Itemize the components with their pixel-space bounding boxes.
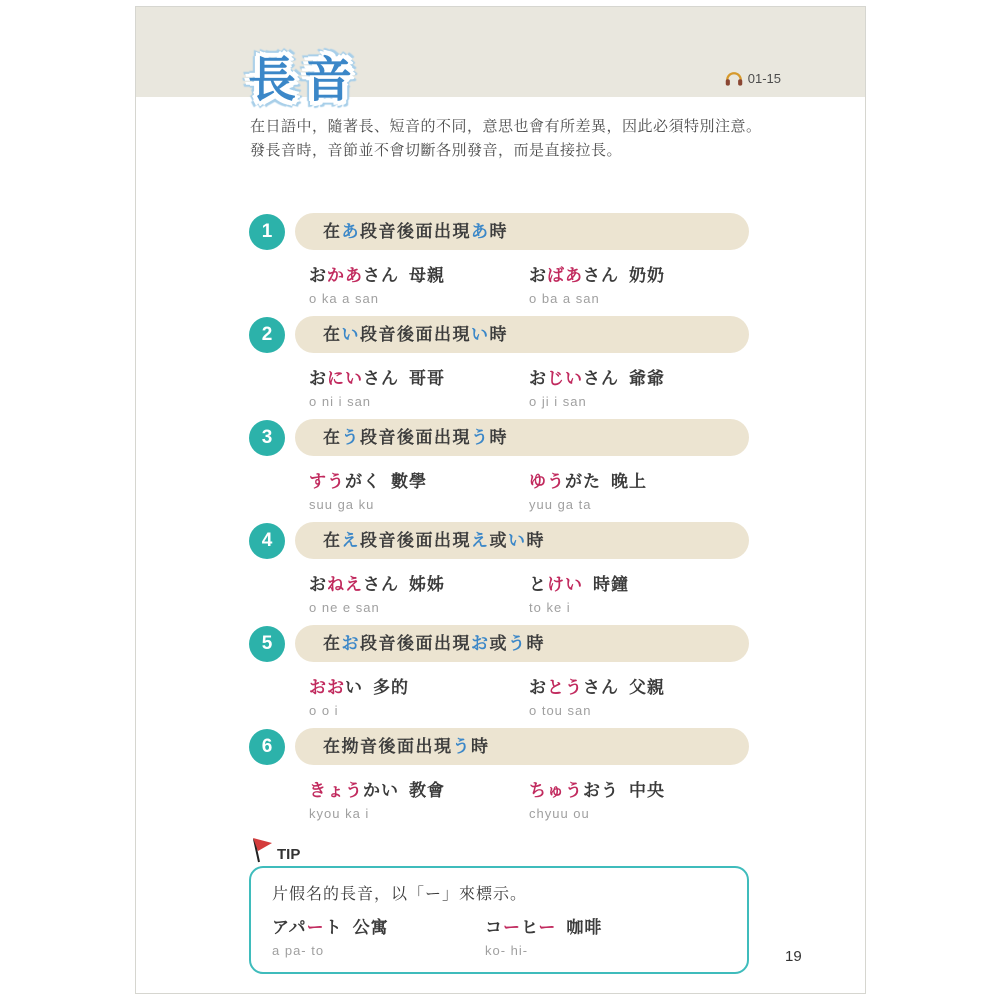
rule-section: [249, 213, 749, 306]
text-segment-black: お: [529, 369, 547, 388]
vocab-line: [309, 676, 529, 699]
text-segment-black: い: [345, 678, 363, 697]
section-number-badge: 1: [249, 214, 285, 250]
section-title-bar: [295, 419, 749, 456]
rule-section: [249, 728, 749, 821]
vocab-romaji: o ji i san: [529, 394, 587, 409]
text-segment-black: お: [529, 678, 547, 697]
vocab-romaji: suu ga ku: [309, 497, 375, 512]
audio-track-indicator: [725, 71, 781, 86]
text-segment-black: お: [309, 369, 327, 388]
section-title-bar: [295, 728, 749, 765]
vocab-example: [309, 573, 529, 615]
text-segment-blue: う: [471, 428, 490, 447]
vocab-word: [309, 781, 399, 800]
section-header: [249, 419, 749, 456]
vocab-example: [309, 264, 529, 306]
text-segment-black: 在: [323, 531, 342, 550]
text-segment-red: じい: [547, 369, 583, 388]
text-segment-black: 在拗音後面出現: [323, 737, 453, 756]
text-segment-black: 段音後面出現: [360, 531, 471, 550]
vocab-example: [309, 779, 529, 821]
vocab-line: [529, 676, 749, 699]
text-segment-black: 或: [489, 634, 508, 653]
page-number: 19: [785, 948, 802, 965]
text-segment-red: すう: [309, 472, 345, 491]
tip-block: [249, 837, 749, 974]
text-segment-black: ヒ: [521, 918, 539, 937]
text-segment-black: 時: [471, 737, 490, 756]
text-segment-black: 或: [489, 531, 508, 550]
text-segment-red: にい: [327, 369, 363, 388]
text-segment-black: ト: [324, 918, 343, 937]
intro-paragraph: [250, 115, 762, 163]
vocab-line: [529, 470, 749, 493]
text-segment-red: ー: [306, 918, 325, 937]
text-segment-black: アパ: [272, 918, 307, 937]
text-segment-black: と: [529, 575, 547, 594]
section-number-badge: 3: [249, 420, 285, 456]
vocab-meaning: 咖啡: [566, 918, 603, 937]
vocab-romaji: o ka a san: [309, 291, 379, 306]
text-segment-black: がた: [565, 472, 601, 491]
vocab-example: [529, 367, 749, 409]
text-segment-red: ちゅう: [529, 781, 583, 800]
text-segment-red: ばあ: [547, 266, 583, 285]
vocab-line: [309, 573, 529, 596]
text-segment-black: 在: [323, 428, 342, 447]
vocab-example: [309, 367, 529, 409]
section-header: [249, 625, 749, 662]
text-segment-black: 在: [323, 325, 342, 344]
text-segment-black: 段音後面出現: [360, 428, 471, 447]
tip-box: [249, 866, 749, 974]
text-segment-black: 在: [323, 222, 342, 241]
vocab-line: [309, 470, 529, 493]
book-page: [135, 6, 866, 994]
vocab-example: [485, 916, 698, 958]
text-segment-black: 在: [323, 634, 342, 653]
vocab-line: [309, 367, 529, 390]
vocab-example: [529, 676, 749, 718]
text-segment-black: 時: [526, 531, 545, 550]
text-segment-blue: い: [341, 325, 360, 344]
text-segment-black: お: [309, 575, 327, 594]
text-segment-black: 時: [526, 634, 545, 653]
text-segment-black: さん: [363, 266, 399, 285]
vocab-romaji: o tou san: [529, 703, 592, 718]
vocab-meaning: 晚上: [611, 472, 647, 491]
vocab-example: [529, 264, 749, 306]
section-title-bar: [295, 625, 749, 662]
vocab-word: [529, 369, 619, 388]
vocab-romaji: o ba a san: [529, 291, 600, 306]
vocab-romaji: to ke i: [529, 600, 571, 615]
text-segment-blue: あ: [341, 222, 360, 241]
tip-header: [249, 837, 749, 863]
text-segment-red: ー: [503, 918, 521, 937]
tip-label: TIP: [277, 846, 301, 863]
text-segment-black: さん: [583, 369, 619, 388]
text-segment-black: さん: [363, 575, 399, 594]
text-segment-black: さん: [363, 369, 399, 388]
section-header: [249, 213, 749, 250]
section-number-badge: 4: [249, 523, 285, 559]
text-segment-black: さん: [583, 678, 619, 697]
vocab-word: [529, 266, 619, 285]
vocab-meaning: 哥哥: [409, 369, 445, 388]
vocab-romaji: a pa- to: [272, 943, 325, 958]
vocab-word: [309, 472, 381, 491]
vocab-meaning: 姊姊: [409, 575, 445, 594]
example-row: [309, 367, 749, 409]
vocab-line: [529, 573, 749, 596]
text-segment-red: ゆう: [529, 472, 565, 491]
vocab-meaning: 奶奶: [629, 266, 665, 285]
vocab-example: [309, 470, 529, 512]
text-segment-red: とう: [547, 678, 583, 697]
vocab-word: [485, 918, 556, 937]
vocab-meaning: 公寓: [352, 918, 389, 937]
example-row: [309, 676, 749, 718]
text-segment-blue: お: [341, 634, 360, 653]
text-segment-red: かあ: [327, 266, 363, 285]
text-segment-black: 時: [489, 222, 508, 241]
vocab-line: [309, 264, 529, 287]
vocab-meaning: 母親: [409, 266, 445, 285]
section-header: [249, 728, 749, 765]
example-row: [309, 264, 749, 306]
intro-line-2: 發長音時，音節並不會切斷各別發音，而是直接拉長。: [250, 142, 623, 159]
vocab-line: [272, 916, 485, 939]
section-header: [249, 316, 749, 353]
vocab-word: [529, 678, 619, 697]
vocab-line: [529, 779, 749, 802]
vocab-example: [529, 779, 749, 821]
vocab-meaning: 數學: [391, 472, 427, 491]
vocab-word: [309, 678, 363, 697]
tip-text: 片假名的長音，以「ー」來標示。: [272, 886, 528, 903]
text-segment-black: 時: [489, 428, 508, 447]
text-segment-black: コ: [485, 918, 503, 937]
intro-line-1: 在日語中，隨著長、短音的不同，意思也會有所差異，因此必須特別注意。: [250, 118, 762, 135]
example-row: [309, 779, 749, 821]
vocab-line: [309, 779, 529, 802]
text-segment-blue: あ: [471, 222, 490, 241]
text-segment-black: お: [529, 266, 547, 285]
section-title-bar: [295, 522, 749, 559]
vocab-romaji: o ni i san: [309, 394, 372, 409]
section-number-badge: 5: [249, 626, 285, 662]
example-row: [309, 573, 749, 615]
text-segment-blue: い: [471, 325, 490, 344]
text-segment-red: おお: [309, 678, 345, 697]
flag-icon: [249, 836, 273, 863]
rule-sections: [249, 213, 749, 974]
text-segment-black: 段音後面出現: [360, 325, 471, 344]
vocab-example: [309, 676, 529, 718]
rule-section: [249, 316, 749, 409]
text-segment-red: きょう: [309, 781, 363, 800]
vocab-meaning: 爺爺: [629, 369, 665, 388]
vocab-romaji: kyou ka i: [309, 806, 370, 821]
vocab-romaji: o o i: [309, 703, 339, 718]
section-title-bar: [295, 316, 749, 353]
vocab-example: [529, 573, 749, 615]
section-number-badge: 2: [249, 317, 285, 353]
text-segment-blue: い: [508, 531, 527, 550]
text-segment-blue: う: [508, 634, 527, 653]
vocab-romaji: o ne e san: [309, 600, 380, 615]
text-segment-blue: う: [452, 737, 471, 756]
vocab-line: [529, 264, 749, 287]
tip-example-row: [272, 916, 727, 958]
text-segment-blue: お: [471, 634, 490, 653]
vocab-meaning: 時鐘: [593, 575, 629, 594]
vocab-word: [529, 472, 601, 491]
section-title-bar: [295, 213, 749, 250]
vocab-word: [309, 266, 399, 285]
text-segment-blue: え: [471, 531, 490, 550]
audio-track-number: 01-15: [747, 71, 781, 86]
text-segment-black: 段音後面出現: [360, 634, 471, 653]
text-segment-black: お: [309, 266, 327, 285]
section-header: [249, 522, 749, 559]
text-segment-blue: え: [341, 531, 360, 550]
vocab-word: [272, 918, 343, 937]
vocab-romaji: chyuu ou: [529, 806, 590, 821]
vocab-line: [485, 916, 698, 939]
vocab-meaning: 多的: [373, 678, 409, 697]
vocab-line: [529, 367, 749, 390]
rule-section: [249, 419, 749, 512]
rule-section: [249, 522, 749, 615]
vocab-romaji: ko- hi-: [485, 943, 529, 958]
vocab-word: [309, 575, 399, 594]
text-segment-black: がく: [345, 472, 381, 491]
vocab-example: [272, 916, 485, 958]
text-segment-red: ー: [538, 918, 557, 937]
text-segment-blue: う: [341, 428, 360, 447]
vocab-meaning: 教會: [409, 781, 445, 800]
vocab-meaning: 父親: [629, 678, 665, 697]
rule-section: [249, 625, 749, 718]
text-segment-red: ねえ: [327, 575, 363, 594]
text-segment-black: おう: [583, 781, 619, 800]
vocab-example: [529, 470, 749, 512]
headphones-icon: [725, 71, 743, 86]
text-segment-black: 段音後面出現: [360, 222, 471, 241]
page-title: 長音: [248, 54, 361, 107]
vocab-word: [309, 369, 399, 388]
vocab-romaji: yuu ga ta: [529, 497, 592, 512]
text-segment-black: かい: [363, 781, 399, 800]
vocab-word: [529, 575, 583, 594]
vocab-meaning: 中央: [629, 781, 665, 800]
example-row: [309, 470, 749, 512]
section-number-badge: 6: [249, 729, 285, 765]
text-segment-red: けい: [547, 575, 583, 594]
text-segment-black: 時: [489, 325, 508, 344]
text-segment-black: さん: [583, 266, 619, 285]
vocab-word: [529, 781, 619, 800]
